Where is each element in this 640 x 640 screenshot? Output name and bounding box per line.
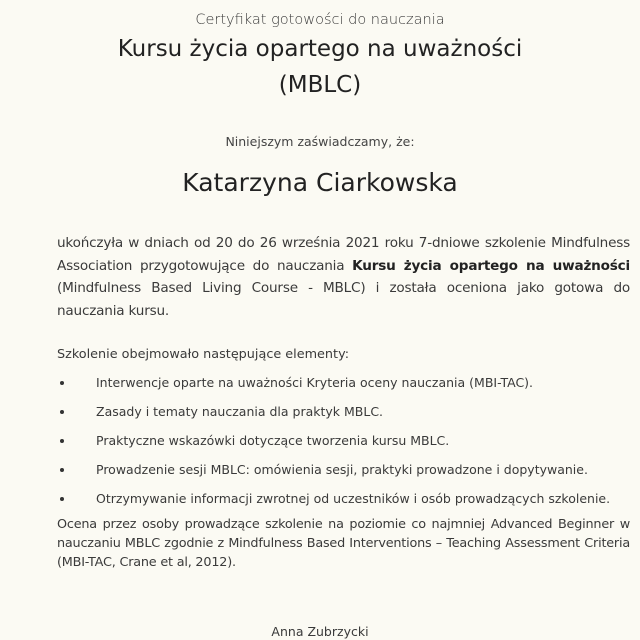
list-item-text: Otrzymywanie informacji zwrotnej od uczestników i osób prowadzących szkolenie. [96, 491, 611, 506]
paragraph-bold-course: Kursu życia opartego na uważności [352, 257, 630, 274]
list-item-text: Interwencje oparte na uważności Kryteria oceny nauczania (MBI-TAC). [96, 375, 534, 390]
bullet-icon [60, 381, 64, 385]
paragraph-text: ukończyła w dniach od 20 do 26 września 2021 roku 7-dniowe szkolenie Mindfulness Association przygotowujące do nauczania [57, 235, 630, 274]
signatory-name: Anna Zubrzycki [271, 624, 369, 639]
bullet-icon [60, 439, 64, 443]
list-item-text: Prowadzenie sesji MBLC: omówienia sesji, praktyki prowadzone i dopytywanie. [96, 462, 588, 477]
list-item-text: Zasady i tematy nauczania dla praktyk MBLC. [96, 404, 384, 419]
bullet-icon [60, 410, 64, 414]
certificate-title-abbrev: (MBLC) [278, 72, 362, 98]
assessment-paragraph: Ocena przez osoby prowadzące szkolenie na poziomie co najmniej Advanced Beginner w nauczaniu MBLC zgodnie z Mindfulness Based Interventions – Teaching Assessment Criteria (MBI-TAC, Crane et al, 2012). [57, 517, 630, 570]
certificate-title: Kursu życia opartego na uważności [117, 36, 523, 62]
list-item-text: Praktyczne wskazówki dotyczące tworzenia kursu MBLC. [96, 433, 450, 448]
bullet-icon [60, 497, 64, 501]
recipient-name: Katarzyna Ciarkowska [182, 168, 458, 197]
paragraph-text: (Mindfulness Based Living Course - MBLC) i została oceniona jako gotowa do nauczania kursu. [57, 280, 630, 319]
certificate-subtitle: Certyfikat gotowości do nauczania [195, 12, 445, 28]
completion-paragraph [57, 232, 630, 322]
elements-heading: Szkolenie obejmowało następujące elementy: [57, 347, 350, 362]
intro-text: Niniejszym zaświadczamy, że: [225, 134, 415, 149]
bullet-icon [60, 468, 64, 472]
